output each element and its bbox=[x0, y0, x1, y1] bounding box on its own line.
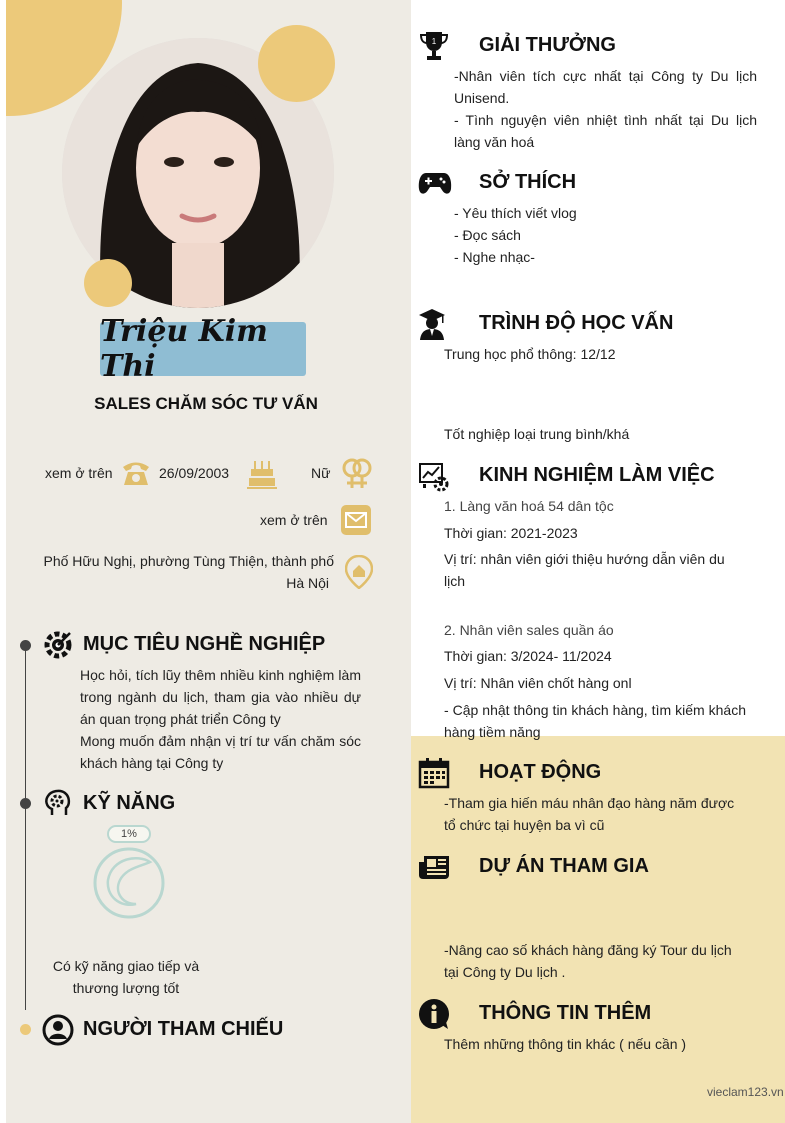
award-item-1: -Nhân viên tích cực nhất tại Công ty Du lịch Unisend. bbox=[454, 68, 757, 106]
skills-title: KỸ NĂNG bbox=[83, 792, 176, 814]
awards-title: GIẢI THƯỞNG bbox=[479, 34, 616, 56]
timeline-dot-objective bbox=[20, 640, 31, 651]
candidate-name: Triệu Kim Thi bbox=[100, 322, 306, 376]
email-icon bbox=[341, 505, 371, 535]
projects-title: DỰ ÁN THAM GIA bbox=[479, 855, 649, 877]
brain-gear-icon bbox=[42, 787, 74, 819]
skill-percent-badge: 1% bbox=[107, 825, 151, 843]
gear-target-icon bbox=[42, 629, 74, 661]
gamepad-icon bbox=[418, 168, 452, 198]
job-2-name: 2. Nhân viên sales quần áo bbox=[444, 622, 614, 638]
decor-circle-photo-topright bbox=[258, 25, 335, 102]
career-objective-line-2: Mong muốn đảm nhận vị trí tư vấn chăm sóc khách hàng tại Công ty bbox=[80, 733, 361, 771]
job-2-description: - Cập nhật thông tin khách hàng, tìm kiếm khách hàng tiềm năng bbox=[444, 702, 746, 740]
job-2-time: Thời gian: 3/2024- 11/2024 bbox=[444, 648, 612, 664]
career-objective-line-1: Học hỏi, tích lũy thêm nhiều kinh nghiệm làm trong ngành du lịch, tham gia vào nhiều dự án quan trọng phát triển Công ty bbox=[80, 667, 361, 727]
birthday-text: 26/09/2003 bbox=[159, 465, 230, 481]
education-line-2: Tốt nghiệp loại trung bình/khá bbox=[444, 426, 630, 442]
job-2-role: Vị trí: Nhân viên chốt hàng onl bbox=[444, 675, 632, 691]
job-title: SALES CHĂM SÓC TƯ VẤN bbox=[94, 394, 318, 413]
gender-text: Nữ bbox=[311, 465, 331, 481]
user-circle-icon bbox=[42, 1014, 74, 1046]
phone-icon bbox=[120, 459, 152, 487]
skills-description-line-1: Có kỹ năng giao tiếp và bbox=[52, 958, 200, 974]
phone-text: xem ở trên bbox=[45, 465, 113, 481]
timeline-line bbox=[25, 645, 26, 1010]
skills-description-line-2: thương lượng tốt bbox=[72, 980, 180, 996]
address-line-2: Hà Nội bbox=[286, 575, 329, 591]
job-1-time: Thời gian: 2021-2023 bbox=[444, 525, 578, 541]
watermark[interactable]: vieclam123.vn bbox=[707, 1085, 784, 1099]
svg-text:1: 1 bbox=[431, 37, 437, 46]
address-text bbox=[30, 550, 334, 594]
graduate-icon bbox=[418, 308, 446, 340]
references-title: NGƯỜI THAM CHIẾU bbox=[83, 1018, 284, 1040]
address-line-1: Phố Hữu Nghị, phường Tùng Thiện, thành phố bbox=[43, 553, 334, 569]
job-1-role: Vị trí: nhân viên giới thiệu hướng dẫn viên du lịch bbox=[444, 551, 725, 589]
hobby-item: - Nghe nhạc- bbox=[454, 249, 535, 265]
activities-title: HOẠT ĐỘNG bbox=[479, 761, 602, 783]
education-title: TRÌNH ĐỘ HỌC VẤN bbox=[479, 312, 674, 334]
award-item-2: - Tình nguyện viên nhiệt tình nhất tại Du lịch làng văn hoá bbox=[454, 112, 757, 150]
skill-progress-ring bbox=[92, 846, 166, 920]
timeline-dot-skills bbox=[20, 798, 31, 809]
decor-circle-photo-bottomleft bbox=[84, 259, 132, 307]
job-1-name: 1. Làng văn hoá 54 dân tộc bbox=[444, 498, 614, 514]
chart-gear-icon bbox=[418, 460, 450, 492]
timeline-dot-references bbox=[20, 1024, 31, 1035]
activities-text: -Tham gia hiến máu nhân đạo hàng năm được tổ chức tại huyện ba vì cũ bbox=[444, 795, 735, 833]
experience-title: KINH NGHIỆM LÀM VIỆC bbox=[479, 464, 715, 486]
newspaper-icon bbox=[418, 853, 450, 881]
birthday-cake-icon bbox=[246, 457, 278, 489]
info-icon bbox=[418, 998, 450, 1030]
hobby-item: - Yêu thích viết vlog bbox=[454, 205, 577, 221]
hobbies-title: SỞ THÍCH bbox=[479, 171, 577, 193]
awards-text bbox=[454, 65, 757, 153]
calendar-icon bbox=[418, 757, 450, 789]
career-objective-title: MỤC TIÊU NGHỀ NGHIỆP bbox=[83, 633, 326, 655]
gender-icon bbox=[341, 456, 373, 490]
career-objective-text bbox=[80, 664, 361, 774]
hobby-item: - Đọc sách bbox=[454, 227, 521, 243]
more-info-title: THÔNG TIN THÊM bbox=[479, 1002, 652, 1024]
email-text: xem ở trên bbox=[260, 512, 328, 528]
skills-description bbox=[30, 955, 222, 999]
location-icon bbox=[344, 555, 374, 589]
hobbies-list bbox=[454, 202, 754, 268]
more-info-text: Thêm những thông tin khác ( nếu cần ) bbox=[444, 1036, 687, 1052]
projects-text: -Nâng cao số khách hàng đăng ký Tour du lịch tại Công ty Du lịch . bbox=[444, 942, 732, 980]
trophy-icon bbox=[418, 30, 450, 62]
education-line-1: Trung học phổ thông: 12/12 bbox=[444, 346, 616, 362]
